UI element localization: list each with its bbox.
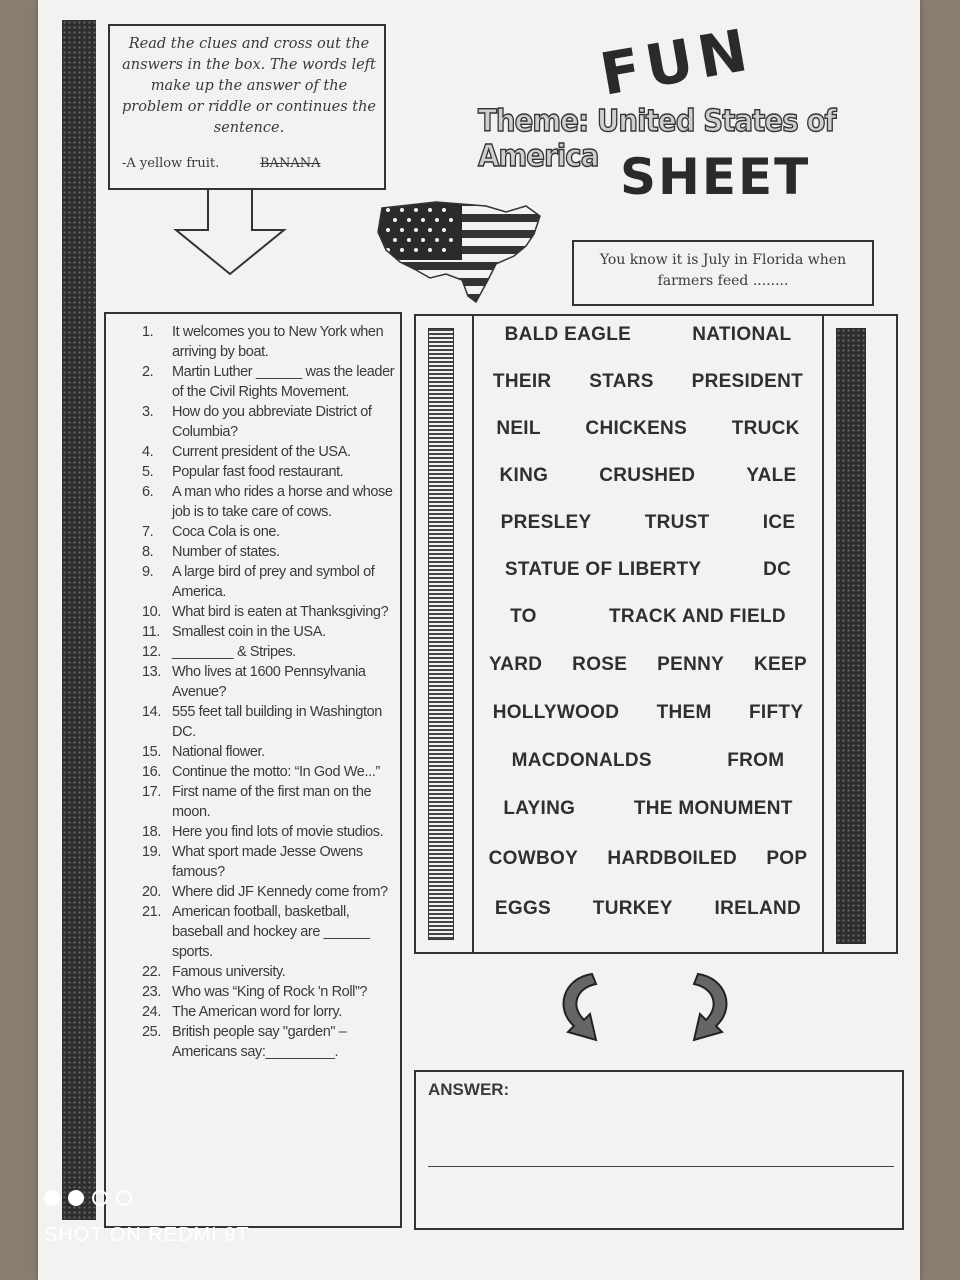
clue-number: 5. bbox=[142, 464, 154, 480]
word-item[interactable]: YALE bbox=[746, 465, 797, 486]
word-item[interactable]: NEIL bbox=[496, 418, 541, 439]
word-row bbox=[474, 512, 822, 534]
word-item[interactable]: YARD bbox=[488, 654, 543, 675]
clue-item bbox=[142, 762, 396, 782]
word-row bbox=[474, 848, 822, 870]
clue-text: American football, basketball, baseball and hockey are ______ sports. bbox=[172, 904, 370, 960]
sheet-title: SHEET bbox=[620, 148, 811, 206]
word-item[interactable]: IRELAND bbox=[714, 898, 802, 919]
clue-text: Smallest coin in the USA. bbox=[172, 624, 326, 640]
word-item[interactable]: TRUST bbox=[644, 512, 710, 533]
clue-text: Martin Luther ______ was the leader of the Civil Rights Movement. bbox=[172, 364, 395, 400]
clue-list bbox=[142, 322, 396, 1062]
clue-number: 1. bbox=[142, 324, 154, 340]
clue-item bbox=[142, 402, 396, 442]
word-item[interactable]: BALD EAGLE bbox=[504, 324, 632, 345]
clue-number: 17. bbox=[142, 784, 161, 800]
theme-title: Theme: United States of America bbox=[478, 104, 836, 174]
clue-item bbox=[142, 442, 396, 462]
clue-item bbox=[142, 902, 396, 962]
clue-item bbox=[142, 962, 396, 982]
word-item[interactable]: HOLLYWOOD bbox=[492, 702, 620, 723]
clue-item bbox=[142, 642, 396, 662]
right-decorative-bar bbox=[836, 328, 866, 944]
word-grid bbox=[472, 316, 824, 952]
answer-box bbox=[414, 1070, 904, 1230]
word-item[interactable]: THEM bbox=[656, 702, 712, 723]
word-item[interactable]: FIFTY bbox=[749, 702, 804, 723]
word-item[interactable]: CRUSHED bbox=[599, 465, 696, 486]
word-item[interactable]: STARS bbox=[589, 371, 654, 392]
camera-watermark: SHOT ON REDMI 9T bbox=[44, 1224, 250, 1246]
clue-number: 22. bbox=[142, 964, 161, 980]
clue-text: First name of the first man on the moon. bbox=[172, 784, 372, 820]
clue-text: Here you find lots of movie studios. bbox=[172, 824, 384, 840]
clue-text: The American word for lorry. bbox=[172, 1004, 342, 1020]
clue-item bbox=[142, 982, 396, 1002]
clue-number: 18. bbox=[142, 824, 161, 840]
clue-number: 25. bbox=[142, 1024, 161, 1040]
clue-number: 2. bbox=[142, 364, 154, 380]
word-item[interactable]: THE MONUMENT bbox=[633, 798, 793, 819]
example-clue: -A yellow fruit. bbox=[122, 156, 220, 171]
word-item[interactable]: PENNY bbox=[657, 654, 725, 675]
word-row bbox=[474, 418, 822, 440]
example-answer: BANANA bbox=[260, 156, 321, 171]
clue-number: 3. bbox=[142, 404, 154, 420]
clue-item bbox=[142, 622, 396, 642]
word-item[interactable]: FROM bbox=[727, 750, 785, 771]
word-row bbox=[474, 559, 822, 581]
word-item[interactable]: PRESLEY bbox=[500, 512, 592, 533]
word-item[interactable]: PRESIDENT bbox=[691, 371, 804, 392]
clue-item bbox=[142, 322, 396, 362]
clue-number: 15. bbox=[142, 744, 161, 760]
clue-number: 4. bbox=[142, 444, 154, 460]
striped-decorative-bar bbox=[428, 328, 454, 940]
clue-number: 8. bbox=[142, 544, 154, 560]
word-item[interactable]: DC bbox=[763, 559, 792, 580]
clue-text: It welcomes you to New York when arriving by boat. bbox=[172, 324, 384, 360]
clue-item bbox=[142, 782, 396, 822]
word-row bbox=[474, 750, 822, 772]
clue-item bbox=[142, 702, 396, 742]
usa-flag-map-icon bbox=[376, 198, 546, 304]
clue-text: A man who rides a horse and whose job is to take care of cows. bbox=[172, 484, 393, 520]
word-item[interactable]: ICE bbox=[762, 512, 796, 533]
clue-item bbox=[142, 742, 396, 762]
clue-number: 9. bbox=[142, 564, 154, 580]
camera-dots-icon bbox=[44, 1190, 132, 1206]
clue-item bbox=[142, 822, 396, 842]
clue-text: Famous university. bbox=[172, 964, 286, 980]
clue-text: ________ & Stripes. bbox=[172, 644, 296, 660]
clue-text: Number of states. bbox=[172, 544, 280, 560]
clue-item bbox=[142, 1022, 396, 1062]
word-item[interactable]: POP bbox=[766, 848, 808, 869]
word-row bbox=[474, 465, 822, 487]
word-row bbox=[474, 898, 822, 920]
word-item[interactable]: ROSE bbox=[572, 654, 628, 675]
word-row bbox=[474, 798, 822, 820]
clue-number: 13. bbox=[142, 664, 161, 680]
word-item[interactable]: TURKEY bbox=[592, 898, 673, 919]
clue-item bbox=[142, 1002, 396, 1022]
clue-number: 21. bbox=[142, 904, 161, 920]
instructions-box bbox=[108, 24, 386, 190]
clue-item bbox=[142, 882, 396, 902]
clue-text: Continue the motto: “In God We...” bbox=[172, 764, 380, 780]
clue-item bbox=[142, 522, 396, 542]
clue-text: Who lives at 1600 Pennsylvania Avenue? bbox=[172, 664, 366, 700]
word-row bbox=[474, 324, 822, 346]
answer-label: ANSWER: bbox=[428, 1080, 510, 1099]
clue-text: 555 feet tall building in Washington DC. bbox=[172, 704, 382, 740]
clue-text: How do you abbreviate District of Columbia? bbox=[172, 404, 372, 440]
clue-number: 24. bbox=[142, 1004, 161, 1020]
answer-line[interactable] bbox=[428, 1166, 894, 1167]
clue-number: 16. bbox=[142, 764, 161, 780]
clue-item bbox=[142, 362, 396, 402]
clue-number: 20. bbox=[142, 884, 161, 900]
word-item[interactable]: TO bbox=[510, 606, 537, 627]
clue-number: 10. bbox=[142, 604, 161, 620]
clue-item bbox=[142, 602, 396, 622]
clue-text: National flower. bbox=[172, 744, 265, 760]
word-item[interactable]: EGGS bbox=[494, 898, 551, 919]
clue-number: 6. bbox=[142, 484, 154, 500]
clue-text: Coca Cola is one. bbox=[172, 524, 280, 540]
riddle-box: You know it is July in Florida when farmers feed ........ bbox=[572, 240, 874, 306]
clue-item bbox=[142, 662, 396, 702]
clue-text: Popular fast food restaurant. bbox=[172, 464, 344, 480]
instructions-text: Read the clues and cross out the answers in the box. The words left make up the answer of the problem or riddle or continues the sentence. bbox=[122, 36, 377, 136]
word-item[interactable]: THEIR bbox=[492, 371, 552, 392]
word-item[interactable]: TRACK AND FIELD bbox=[608, 606, 786, 627]
word-item[interactable]: MACDONALDS bbox=[511, 750, 652, 771]
clue-number: 19. bbox=[142, 844, 161, 860]
word-item[interactable]: KING bbox=[499, 465, 549, 486]
word-item[interactable]: NATIONAL bbox=[692, 324, 792, 345]
clue-text: Current president of the USA. bbox=[172, 444, 351, 460]
clue-text: British people say "garden" – Americans say:_________. bbox=[172, 1024, 347, 1060]
clue-item bbox=[142, 462, 396, 482]
clue-text: What sport made Jesse Owens famous? bbox=[172, 844, 363, 880]
clue-text: What bird is eaten at Thanksgiving? bbox=[172, 604, 389, 620]
clue-number: 23. bbox=[142, 984, 161, 1000]
clue-item bbox=[142, 562, 396, 602]
clue-item bbox=[142, 542, 396, 562]
clue-number: 14. bbox=[142, 704, 161, 720]
clue-item bbox=[142, 842, 396, 882]
word-box bbox=[414, 314, 898, 954]
word-row bbox=[474, 702, 822, 724]
word-item[interactable]: CHICKENS bbox=[585, 418, 688, 439]
down-arrow-icon bbox=[170, 188, 290, 278]
word-row bbox=[474, 606, 822, 628]
word-item[interactable]: KEEP bbox=[754, 654, 807, 675]
word-item[interactable]: LAYING bbox=[503, 798, 576, 819]
clue-text: Where did JF Kennedy come from? bbox=[172, 884, 388, 900]
word-row bbox=[474, 654, 822, 676]
word-item[interactable]: HARDBOILED bbox=[607, 848, 738, 869]
clues-box bbox=[104, 312, 402, 1228]
clue-item bbox=[142, 482, 396, 522]
word-item[interactable]: TRUCK bbox=[731, 418, 800, 439]
word-item[interactable]: COWBOY bbox=[488, 848, 579, 869]
clue-number: 7. bbox=[142, 524, 154, 540]
left-decorative-bar bbox=[62, 20, 96, 1220]
clue-text: A large bird of prey and symbol of America. bbox=[172, 564, 375, 600]
curved-arrows-icon bbox=[540, 964, 750, 1050]
clue-number: 11. bbox=[142, 624, 160, 640]
clue-number: 12. bbox=[142, 644, 161, 660]
clue-text: Who was “King of Rock 'n Roll”? bbox=[172, 984, 368, 1000]
fun-title: FUN bbox=[595, 15, 759, 109]
word-item[interactable]: STATUE OF LIBERTY bbox=[504, 559, 702, 580]
word-row bbox=[474, 371, 822, 393]
